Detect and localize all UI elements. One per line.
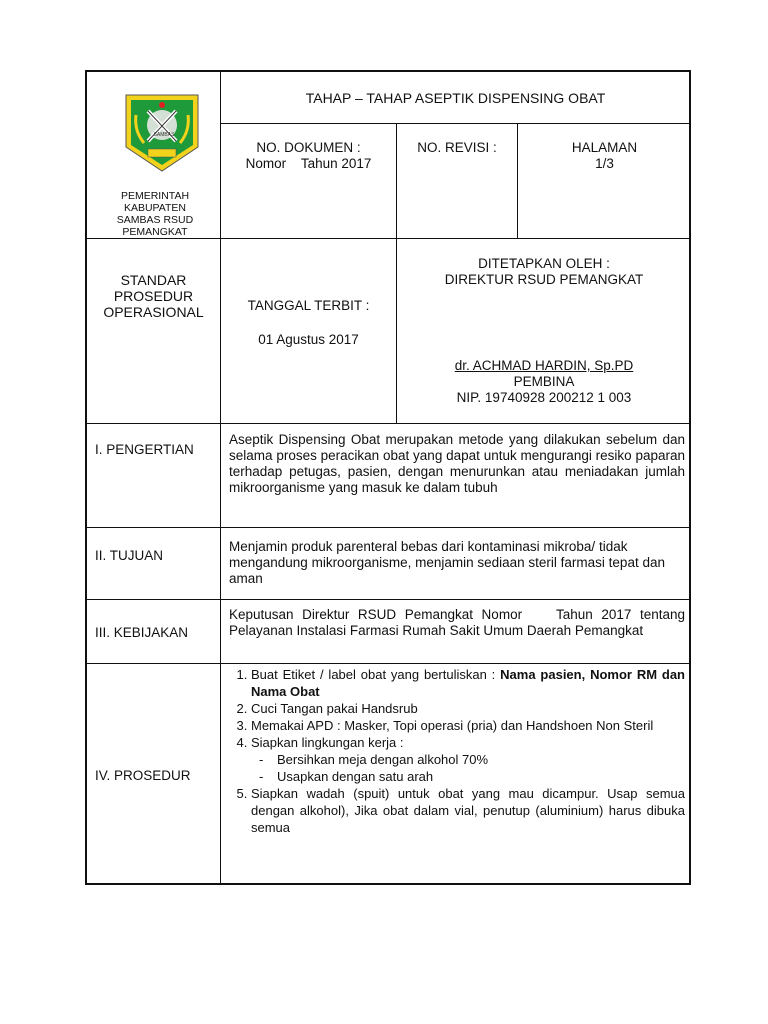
section-label-kebijakan: III. KEBIJAKAN <box>95 625 189 640</box>
divider <box>220 123 691 124</box>
page-number: HALAMAN 1/3 <box>571 140 638 171</box>
logo-caption: SAMBAS <box>153 132 175 138</box>
divider <box>87 527 691 528</box>
section-text-tujuan: Menjamin produk parenteral bebas dari kontaminasi mikroba/ tidak mengandung mikroorganisme, menjamin sediaan steril farmasi tepat dan aman <box>229 539 665 586</box>
approval-block: DITETAPKAN OLEH : DIREKTUR RSUD PEMANGKAT dr. ACHMAD HARDIN, Sp.PD PEMBINA NIP. 19740928 200212 1 003 <box>397 256 691 406</box>
procedure-steps <box>229 666 685 836</box>
procedure-substep: - Usapkan dengan satu arah <box>259 768 685 785</box>
procedure-step: 1. Buat Etiket / label obat yang bertuliskan : Nama pasien, Nomor RM dan Nama Obat <box>251 666 685 700</box>
section-text-kebijakan: Keputusan Direktur RSUD Pemangkat Nomor Tahun 2017 tentang Pelayanan Instalasi Farmasi Rumah Sakit Umum Daerah Pemangkat <box>229 607 689 638</box>
procedure-step: 2. Cuci Tangan pakai Handsrub <box>251 700 685 717</box>
document-number-value: Nomor Tahun 2017 <box>245 156 372 171</box>
document-number <box>221 140 396 172</box>
issue-date-value: 01 Agustus 2017 <box>258 332 359 347</box>
organization-name: PEMERINTAH KABUPATEN SAMBAS RSUD PEMANGKAT <box>116 190 194 238</box>
divider <box>87 663 691 664</box>
signatory-nip: NIP. 19740928 200212 1 003 <box>456 390 632 405</box>
signatory-rank: PEMBINA <box>513 374 575 389</box>
section-text-pengertian: Aseptik Dispensing Obat merupakan metode yang dilakukan sebelum dan selama proses peracikan obat yang dapat untuk mengurangi resiko paparan terhadap petugas, pasien, dengan menurunkan atau meniadakan jumlah mikroorganisme yang masuk ke dalam tubuh <box>229 432 685 495</box>
issue-date-label: TANGGAL TERBIT : <box>247 298 370 313</box>
section-label-tujuan: II. TUJUAN <box>95 548 164 563</box>
signatory-name: dr. ACHMAD HARDIN, Sp.PD <box>454 358 634 373</box>
section-label-prosedur: IV. PROSEDUR <box>95 768 191 783</box>
procedure-step: 3. Memakai APD : Masker, Topi operasi (pria) dan Handshoen Non Steril <box>251 717 685 734</box>
procedure-substep: - Bersihkan meja dengan alkohol 70% <box>259 751 685 768</box>
procedure-step: 4. Siapkan lingkungan kerja : - Bersihkan meja dengan alkohol 70% - Usapkan dengan satu arah <box>251 734 685 785</box>
procedure-step: 5. Siapkan wadah (spuit) untuk obat yang mau dicampur. Usap semua dengan alkohol), Jika obat dalam vial, penutup (aluminium) harus dibuka semua <box>251 785 685 836</box>
divider <box>87 423 691 424</box>
divider <box>87 238 691 239</box>
sop-document <box>85 70 691 885</box>
document-number-label: NO. DOKUMEN : <box>256 140 361 155</box>
divider <box>220 72 221 883</box>
sop-type: STANDAR PROSEDUR OPERASIONAL <box>103 272 204 320</box>
revision-label: NO. REVISI : <box>417 140 497 155</box>
section-label-pengertian: I. PENGERTIAN <box>95 442 194 457</box>
divider <box>87 599 691 600</box>
document-title: TAHAP – TAHAP ASEPTIK DISPENSING OBAT <box>305 90 606 106</box>
issue-date <box>221 298 396 348</box>
